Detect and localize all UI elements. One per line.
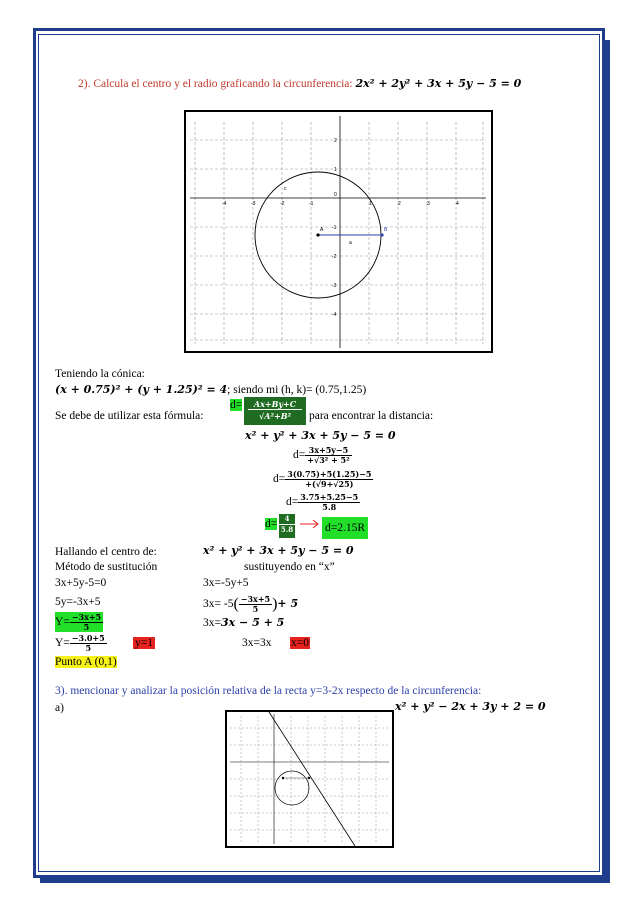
d-step-1-den: +√3² + 5² [307, 455, 350, 465]
conic-center: ; siendo mi (h, k)= (0.75,1.25) [227, 384, 367, 396]
page-shadow-bottom [40, 878, 610, 883]
d-step-1-num: 3x+5y−5 [305, 446, 351, 456]
d-result [322, 517, 368, 539]
y2-label: Y= [55, 637, 70, 650]
d-step-4-box [279, 514, 295, 538]
y-tick: 0 [334, 192, 337, 198]
conic-intro: Teniendo la cónica: [55, 368, 145, 380]
y-tick: 1 [334, 167, 337, 173]
x-line-eq: 3x − 5 + 5 [221, 616, 285, 629]
x-tick: 1 [369, 201, 372, 207]
d-step-3 [286, 493, 360, 512]
d-step-2-label: d= [273, 473, 286, 486]
x-tick: 3 [427, 201, 430, 207]
label-seg: a [349, 240, 352, 246]
q3-equation: x² + y² − 2x + 3y + 2 = 0 [395, 700, 546, 713]
x-tick: 4 [456, 201, 459, 207]
d-step-1 [293, 446, 352, 465]
x-value-text: x=0 [291, 637, 309, 649]
y-tick: -1 [332, 225, 337, 231]
x-line [203, 616, 284, 630]
label-a: A [320, 227, 324, 233]
sub-frac-den: 5 [252, 604, 259, 614]
x-eq: 3x=3x [242, 637, 272, 649]
d-step-3-label: d= [286, 496, 299, 509]
center-right-2-tail: + 5 [277, 597, 299, 611]
y-tick: -3 [332, 283, 337, 289]
center-left-1: 3x+5y-5=0 [55, 577, 107, 589]
y-value-text: y=1 [135, 637, 153, 649]
formula-box-den: √A²+B² [259, 411, 291, 421]
center-heading: Hallando el centro de: [55, 546, 157, 558]
y2-den: 5 [85, 643, 92, 653]
x-tick: -2 [280, 201, 285, 207]
y-tick: 2 [334, 138, 337, 144]
x-value [290, 636, 310, 650]
formula-box-num: Ax+By+C [248, 399, 302, 410]
conic-line [55, 383, 366, 397]
center-left-2: 5y=-3x+5 [55, 596, 101, 608]
q2-title: 2). Calcula el centro y el radio graficando la circunferencia: [78, 78, 356, 90]
d-step-4-num: 4 [279, 514, 295, 525]
point-a [316, 233, 319, 236]
x-tick: -1 [309, 201, 314, 207]
y-frac-den: 5 [83, 621, 90, 632]
d-result-value: d=2.15R [322, 517, 368, 539]
x-tick: -4 [222, 201, 227, 207]
x-tick: -3 [251, 201, 256, 207]
formula-d-label: d= [230, 399, 243, 411]
y-value [133, 636, 155, 650]
formula-suffix: para encontrar la distancia: [309, 410, 434, 422]
q2-equation: 2x² + 2y² + 3x + 5y − 5 = 0 [355, 77, 522, 90]
x-line-label: 3x= [203, 617, 221, 629]
center-right-1: 3x=-5y+5 [203, 577, 249, 589]
d-step-3-num: 3.75+5.25−5 [300, 492, 359, 502]
y-tick: -2 [332, 254, 337, 260]
q2-heading [78, 77, 521, 91]
y-label: Y= [55, 616, 70, 628]
q3-item: a) [55, 702, 64, 714]
d-step-1-label: d= [293, 449, 306, 462]
d-step-3-den: 5.8 [322, 502, 337, 512]
y-frac-num: −3x+5 [71, 611, 102, 622]
d-step-4-den: 5.8 [280, 525, 294, 534]
arrow-icon [299, 519, 321, 529]
point-b-2 [308, 777, 310, 779]
y-solution [55, 612, 103, 632]
point-a-result [55, 655, 117, 669]
x-tick: 2 [398, 201, 401, 207]
formula-box [244, 397, 306, 425]
d-step-2 [273, 470, 373, 489]
point-a-text: Punto A (0,1) [55, 656, 117, 668]
formula-text: Se debe de utilizar esta fórmula: [55, 410, 204, 422]
y-tick: -4 [332, 312, 337, 318]
d-step-2-num: 3(0.75)+5(1.25)−5 [287, 469, 372, 479]
sub-frac-num: −3x+5 [240, 594, 271, 604]
page-shadow-right [605, 40, 610, 880]
formula-d [230, 398, 242, 412]
d-step-2-den: +(√9+√25) [305, 479, 354, 489]
graph-circle-2 [225, 710, 394, 848]
y2-line [55, 634, 107, 653]
center-equation: x² + y² + 3x + 5y − 5 = 0 [203, 544, 354, 557]
d-step-4 [265, 517, 277, 531]
y2-num: −3.0+5 [71, 633, 105, 643]
q3-title: 3). mencionar y analizar la posición relativa de la recta y=3-2x respecto de la circunferencia: [55, 685, 482, 697]
center-right-2: 3x= -5( $\frac{-3x+5}{5}$ )+ 5 [203, 594, 299, 614]
point-b [380, 233, 383, 236]
center-method: Método de sustitución [55, 561, 158, 573]
center-right-2-text: 3x= -5 [203, 598, 234, 611]
formula-equation: x² + y² + 3x + 5y − 5 = 0 [245, 429, 396, 442]
point-a-2 [282, 777, 284, 779]
graph-circle-1 [184, 110, 493, 353]
center-sub-text: sustituyendo en “x” [244, 561, 335, 573]
y-solution-box [55, 612, 103, 632]
label-b: B [384, 227, 388, 233]
label-c: c [284, 186, 287, 192]
d-step-4-label: d= [265, 518, 278, 530]
conic-equation: (x + 0.75)² + (y + 1.25)² = 4 [55, 383, 228, 396]
